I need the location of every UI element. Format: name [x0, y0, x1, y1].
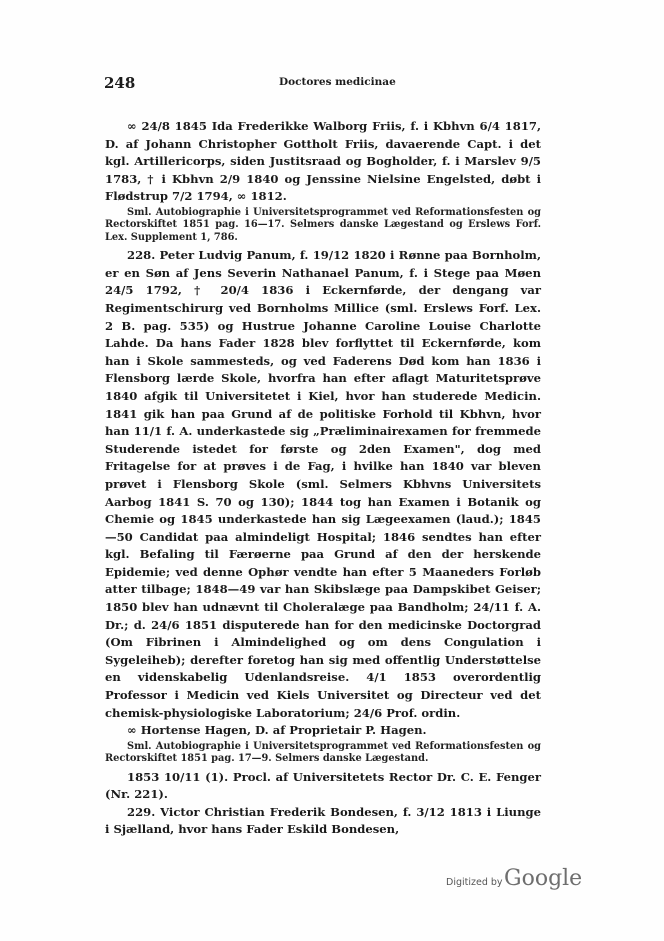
digitized-watermark: [446, 866, 596, 896]
entry-228-panum: 228. Peter Ludvig Panum, f. 19/12 1820 i Rønne paa Bornholm, er en Søn af Jens Severin Nathanael Panum, f. i Stege paa Møen 24/5 1792, † 20/4 1836 i Eckernførde, der dengang var Regimentschirurg ved Bornholms Millice (sml. Erslews Forf. Lex. 2 B. pag. 535) og Hustrue Johanne Caroline Louise Charlotte Lahde. Da hans Fader 1828 blev forflyttet til Eckernførde, kom han i Skole sammesteds, og ved Faderens Død kom han 1836 i Flensborg lærde Skole, hvorfra han efter aflagt Maturitetsprøve 1840 afgik til Universitetet i Kiel, hvor han studerede Medicin. 1841 gik han paa Grund af de politiske Forhold til Kbhvn, hvor han 11/1 f. A. underkastede sig „Præliminairexamen for fremmede Studerende istedet for første og 2den Examen", dog med Fritagelse for at prøves i de Fag, i hvilke han 1840 var bleven prøvet i Flensborg Skole (sml. Selmers Kbhvns Universitets Aarbog 1841 S. 70 og 130); 1844 tog han Examen i Botanik og Chemie og 1845 underkastede han sig Lægeexamen (laud.); 1845—50 Candidat paa almindeligt Hospital; 1846 sendtes han efter kgl. Befaling til Færøerne paa Grund af den der herskende Epidemie; ved denne Ophør vendte han efter 5 Maaneders Forløb atter tilbage; 1848—49 var han Skibslæge paa Dampskibet Geiser; 1850 blev han udnævnt til Choleralæge paa Bandholm; 24/11 f. A. Dr.; d. 24/6 1851 disputerede han for den medicinske Doctorgrad (Om Fibrinen i Almindelighed og om dens Congulation i Sygeleiheb); derefter foretog han sig med offentlig Understøttelse en videnskabelig Udenlandsreise. 4/1 1853 overordentlig Professor i Medicin ved Kiels Universitet og Directeur ved det chemisk-physiologiske Laboratorium; 24/6 Prof. ordin.: [105, 248, 541, 720]
entry-229-bondesen: 229. Victor Christian Frederik Bondesen, f. 3/12 1813 i Liunge i Sjælland, hvor hans Fader Eskild Bondesen,: [105, 804, 541, 837]
page-body: [105, 118, 541, 839]
reference-note: Sml. Autobiographie i Universitetsprogrammet ved Reformationsfesten og Rectorskiftet 1851 pag. 16—17. Selmers danske Lægestand og Erslews Forf. Lex. Supplement 1, 786.: [105, 206, 541, 243]
paragraph-marriage-hagen: ∞ Hortense Hagen, D. af Proprietair P. Hagen.: [127, 723, 427, 738]
digitized-by-label: Digitized by: [446, 877, 503, 888]
paragraph-marriage-friis: ∞ 24/8 1845 Ida Frederikke Walborg Friis, f. i Kbhvn 6/4 1817, D. af Johann Christopher Gottholt Friis, davaerende Capt. i det kgl. Artillericorps, siden Justitsraad og Bogholder, f. i Marslev 9/5 1783, † i Kbhvn 2/9 1840 og Jenssine Nielsine Engelsted, døbt i Flødstrup 7/2 1794, ∞ 1812.: [105, 119, 541, 204]
reference-note: Sml. Autobiographie i Universitetsprogrammet ved Reformationsfesten og Rectorskiftet 1851 pag. 17—9. Selmers danske Lægestand.: [105, 740, 541, 765]
promotion-1853: 1853 10/11 (1). Procl. af Universitetets Rector Dr. C. E. Fenger (Nr. 221).: [105, 769, 541, 802]
running-head: Doctores medicinae: [279, 76, 396, 88]
google-logo: Google: [504, 866, 583, 891]
page-header: [104, 74, 544, 98]
page-number: 248: [104, 74, 136, 92]
